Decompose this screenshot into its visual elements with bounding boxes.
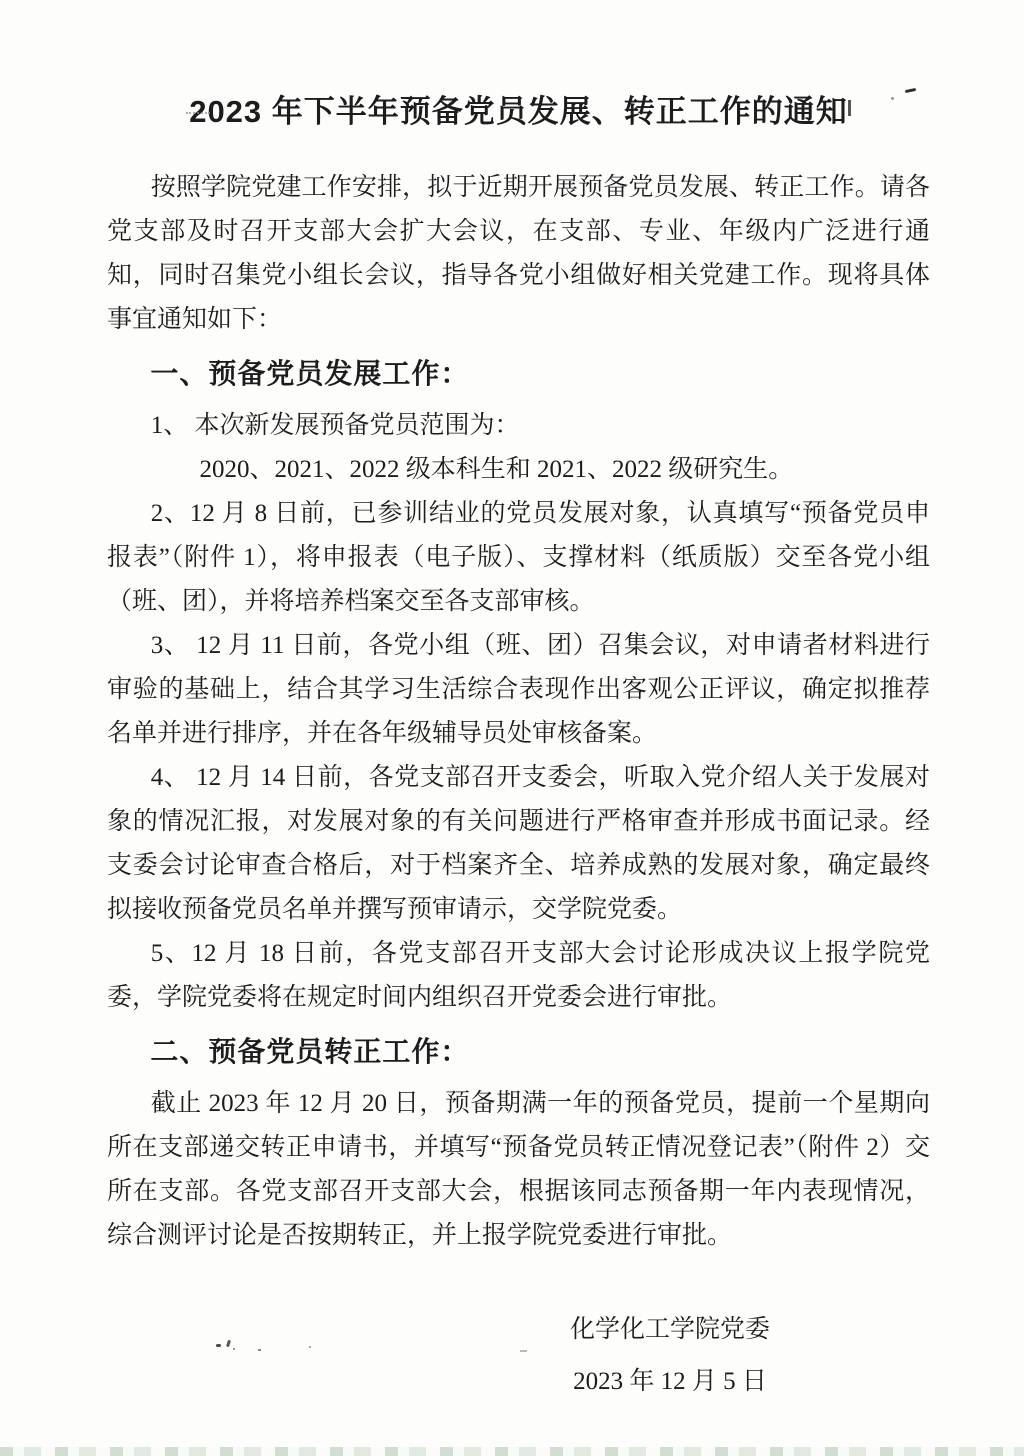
section1-item1-scope: 2020、2021、2022 级本科生和 2021、2022 级研究生。 — [199, 456, 794, 483]
signature-block — [460, 1304, 880, 1408]
section2-heading: 二、预备党员转正工作： — [150, 1036, 470, 1067]
signature-date: 2023 年 12 月 5 日 — [573, 1368, 767, 1395]
section2-body: 截止 2023 年 12 月 20 日，预备期满一年的预备党员，提前一个星期向所在支部递交转正申请书，并填写“预备党员转正情况登记表”（附件 2）交所在支部。各党支部召开支部大会，根据该同志预备期一年内表现情况，综合测评讨论是否按期转正，并上报学院党委进行审批。 — [107, 1090, 930, 1249]
section1-item5: 5、12 月 18 日前，各党支部召开支部大会讨论形成决议上报学院党委，学院党委将在规定时间内组织召开党委会进行审批。 — [107, 940, 930, 1011]
signature-org: 化学化工学院党委 — [569, 1316, 770, 1343]
section1-item4: 4、 12 月 14 日前，各党支部召开支委会，听取入党介绍人关于发展对象的情况汇报，对发展对象的有关问题进行严格审查并形成书面记录。经支委会讨论审查合格后，对于档案齐全、培养成熟的发展对象，确定最终拟接收预备党员名单并撰写预审请示，交学院党委。 — [107, 764, 930, 923]
scan-page-edge-band — [0, 1447, 1024, 1456]
section1-item3: 3、 12 月 11 日前，各党小组（班、团）召集会议，对申请者材料进行审验的基础上，结合其学习生活综合表现作出客观公正评议，确定拟推荐名单并进行排序，并在各年级辅导员处审核备案。 — [107, 632, 930, 747]
intro-paragraph: 按照学院党建工作安排，拟于近期开展预备党员发展、转正工作。请各党支部及时召开支部大会扩大会议，在支部、专业、年级内广泛进行通知，同时召集党小组长会议，指导各党小组做好相关党建工作。现将具体事宜通知如下： — [107, 174, 930, 333]
section1-item2: 2、12 月 8 日前，已参训结业的党员发展对象，认真填写“预备党员申报表”（附件 1），将申报表（电子版）、支撑材料（纸质版）交至各党小组（班、团），并将培养档案交至各支部审核。 — [107, 500, 930, 615]
section1-item1: 1、 本次新发展预备党员范围为： — [150, 412, 520, 439]
section1-heading: 一、预备党员发展工作： — [150, 358, 470, 389]
document-content — [107, 0, 930, 1408]
document-title: 2023 年下半年预备党员发展、转正工作的通知 — [189, 94, 848, 129]
